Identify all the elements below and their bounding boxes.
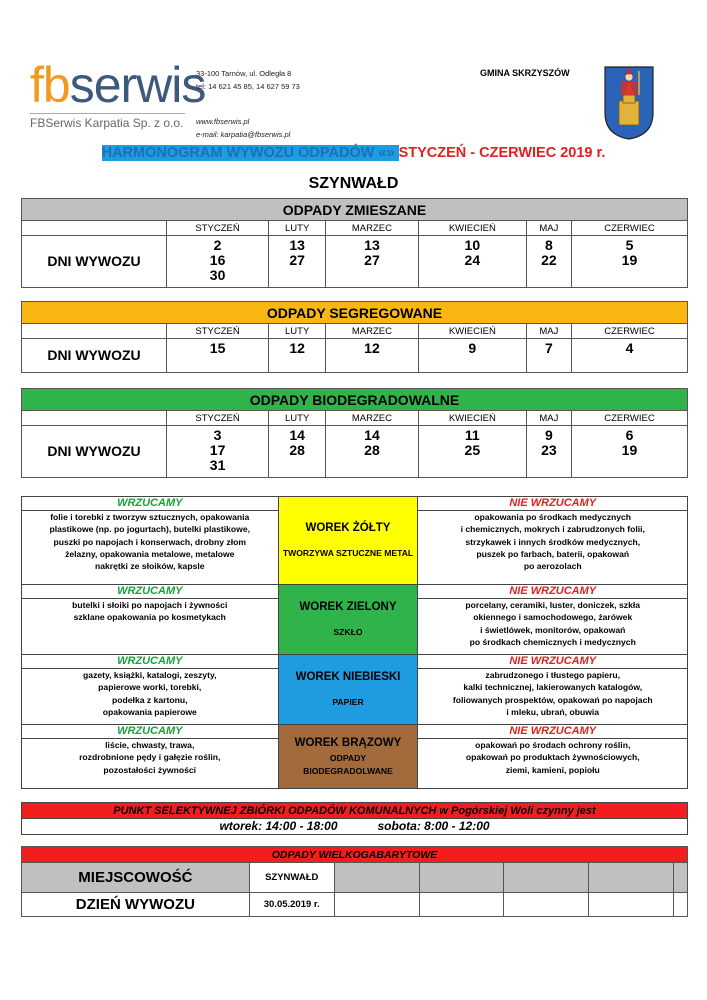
logo-serwis: serwis	[69, 57, 206, 113]
mixed-waste-title: ODPADY ZMIESZANE	[22, 199, 688, 221]
pickup-days-cell: 11 25	[418, 426, 526, 478]
accepted-heading: WRZUCAMY	[22, 655, 278, 669]
hours-saturday: sobota: 8:00 - 12:00	[377, 819, 490, 833]
pickup-days-cell: 8 22	[526, 236, 571, 288]
bag-category: PAPIER	[332, 697, 364, 708]
company-web	[196, 115, 290, 141]
month-header: CZERWIEC	[571, 221, 687, 236]
pickup-days-cell: 12	[269, 339, 326, 373]
logo-fb: fb	[30, 57, 70, 113]
accepted-items-cell: WRZUCAMY gazety, książki, katalogi, zeszyty, papierowe worki, torebki, podełka z kartonu, opakowania papierowe	[22, 655, 279, 725]
month-header: STYCZEŃ	[167, 324, 269, 339]
bag-category: SZKŁO	[333, 627, 363, 638]
fbserwis-logo	[30, 57, 206, 113]
accepted-heading: WRZUCAMY	[22, 585, 278, 599]
rejected-heading: NIE WRZUCAMY	[418, 655, 687, 669]
hours-tuesday: wtorek: 14:00 - 18:00	[219, 819, 338, 833]
title-period: STYCZEŃ - CZERWIEC 2019 r.	[398, 145, 606, 161]
rejected-items-cell: NIE WRZUCAMY porcelany, ceramiki, luster, doniczek, szkła okiennego i samochodowego, żarówek i świetlówek, monitorów, opakowań po środkach chemicznych i medycznych	[418, 585, 688, 655]
rejected-heading: NIE WRZUCAMY	[418, 725, 687, 739]
title-main: HARMONOGRAM WYWOZU ODPADÓW «»	[101, 145, 399, 161]
pickup-days-cell: 13 27	[269, 236, 326, 288]
month-header: MARZEC	[326, 221, 419, 236]
bio-waste-table	[21, 388, 688, 478]
town-name: SZYNWAŁD	[308, 175, 399, 192]
rejected-items-cell: NIE WRZUCAMY zabrudzonego i tłustego papieru, kalki technicznej, lakierowanych katalogów, foliowanych prospektów, opakowań po napojach i mleku, ubrań, obuwia	[418, 655, 688, 725]
pickup-days-label: DNI WYWOZU	[22, 339, 167, 373]
month-header: KWIECIEŃ	[418, 221, 526, 236]
rejected-heading: NIE WRZUCAMY	[418, 497, 687, 511]
bulky-waste-table	[21, 846, 688, 917]
month-header: LUTY	[269, 324, 326, 339]
pickup-days-cell: 6 19	[571, 426, 687, 478]
sorting-rules-table	[21, 496, 688, 789]
phone-line: tel: 14 621 45 85, 14 627 59 73	[196, 82, 300, 91]
accepted-heading: WRZUCAMY	[22, 497, 278, 511]
month-header: MARZEC	[326, 324, 419, 339]
bag-category: TWORZYWA SZTUCZNE METAL	[282, 548, 414, 559]
accepted-items-cell: WRZUCAMY butelki i słoiki po napojach i żywności szklane opakowania po kosmetykach	[22, 585, 279, 655]
gmina-name: GMINA SKRZYSZÓW	[480, 68, 570, 78]
pickup-days-cell: 3 17 31	[167, 426, 269, 478]
company-name: FBSerwis Karpatia Sp. z o.o.	[30, 113, 185, 130]
bulky-waste-title: ODPADY WIELKOGABARYTOWE	[22, 847, 688, 863]
month-header: KWIECIEŃ	[418, 324, 526, 339]
month-header: CZERWIEC	[571, 324, 687, 339]
month-header: STYCZEŃ	[167, 221, 269, 236]
pickup-days-cell: 9	[418, 339, 526, 373]
month-header: MAJ	[526, 324, 571, 339]
month-header: STYCZEŃ	[167, 411, 269, 426]
pickup-days-cell: 14 28	[269, 426, 326, 478]
green-bag-cell	[278, 585, 418, 655]
rejected-items-cell: NIE WRZUCAMY opakowania po środkach medycznych i chemicznych, mokrych i zabrudzonych folii, strzykawek i innych środków medycznych, puszek po farbach, baterii, opakowań po aerozolach	[418, 497, 688, 585]
pickup-days-cell: 7	[526, 339, 571, 373]
month-header: KWIECIEŃ	[418, 411, 526, 426]
bag-name: WOREK ZIELONY	[299, 601, 397, 614]
place-value: SZYNWAŁD	[249, 863, 334, 893]
pickup-days-cell: 12	[326, 339, 419, 373]
month-header: LUTY	[269, 221, 326, 236]
pickup-days-cell: 10 24	[418, 236, 526, 288]
brown-bag-cell	[278, 725, 418, 789]
pickup-days-cell: 9 23	[526, 426, 571, 478]
bio-waste-title: ODPADY BIODEGRADOWALNE	[22, 389, 688, 411]
bag-name: WOREK NIEBIESKI	[295, 671, 401, 684]
pickup-days-cell: 14 28	[326, 426, 419, 478]
coat-of-arms-icon	[603, 65, 655, 141]
month-header: CZERWIEC	[571, 411, 687, 426]
pszok-box	[21, 802, 688, 835]
month-header: MAJ	[526, 221, 571, 236]
pickup-days-label: DNI WYWOZU	[22, 426, 167, 478]
rejected-heading: NIE WRZUCAMY	[418, 585, 687, 599]
mixed-waste-table	[21, 198, 688, 288]
bag-name: WOREK ŻÓŁTY	[305, 522, 391, 535]
pickup-days-cell: 5 19	[571, 236, 687, 288]
bag-name: WOREK BRĄZOWY	[294, 737, 402, 750]
accepted-items-cell: WRZUCAMY liście, chwasty, trawa, rozdrobnione pędy i gałęzie roślin, pozostałości żywności	[22, 725, 279, 789]
rejected-items-cell: NIE WRZUCAMY opakowań po środach ochrony roślin, opakowań po produktach żywnościowych, ziemi, kamieni, popiołu	[418, 725, 688, 789]
place-label: MIEJSCOWOŚĆ	[22, 863, 250, 893]
yellow-bag-cell	[278, 497, 418, 585]
pickup-days-cell: 15	[167, 339, 269, 373]
company-address	[196, 67, 300, 93]
segregated-waste-title: ODPADY SEGREGOWANE	[22, 302, 688, 324]
pszok-hours	[21, 819, 688, 835]
email-link[interactable]: e-mail: karpatia@fbserwis.pl	[196, 130, 291, 139]
address-line: 33-100 Tarnów, ul. Odległa 8	[196, 69, 292, 78]
website-link[interactable]: www.fbserwis.pl	[196, 117, 250, 126]
pickup-days-cell: 4	[571, 339, 687, 373]
accepted-items-cell: WRZUCAMY folie i torebki z tworzyw sztucznych, opakowania plastikowe (np. po jogurtach), butelki plastikowe, puszki po napojach i konserwach, drobny złom żelazny, opakowania metalowe, metalowe nakrętki ze słoików, kapsle	[22, 497, 279, 585]
month-header: MAJ	[526, 411, 571, 426]
pickup-days-cell: 13 27	[326, 236, 419, 288]
page-title	[0, 145, 707, 161]
bag-category: ODPADY BIODEGRADOLWANE	[303, 753, 393, 776]
segregated-waste-table	[21, 301, 688, 373]
blue-bag-cell	[278, 655, 418, 725]
date-value: 30.05.2019 r.	[249, 893, 334, 917]
month-header: MARZEC	[326, 411, 419, 426]
month-header: LUTY	[269, 411, 326, 426]
pszok-title: PUNKT SELEKTYWNEJ ZBIÓRKI ODPADÓW KOMUNALNYCH w Pogórskiej Woli czynny jest	[21, 802, 688, 819]
accepted-heading: WRZUCAMY	[22, 725, 278, 739]
date-label: DZIEŃ WYWOZU	[22, 893, 250, 917]
pickup-days-cell: 2 16 30	[167, 236, 269, 288]
pickup-days-label: DNI WYWOZU	[22, 236, 167, 288]
